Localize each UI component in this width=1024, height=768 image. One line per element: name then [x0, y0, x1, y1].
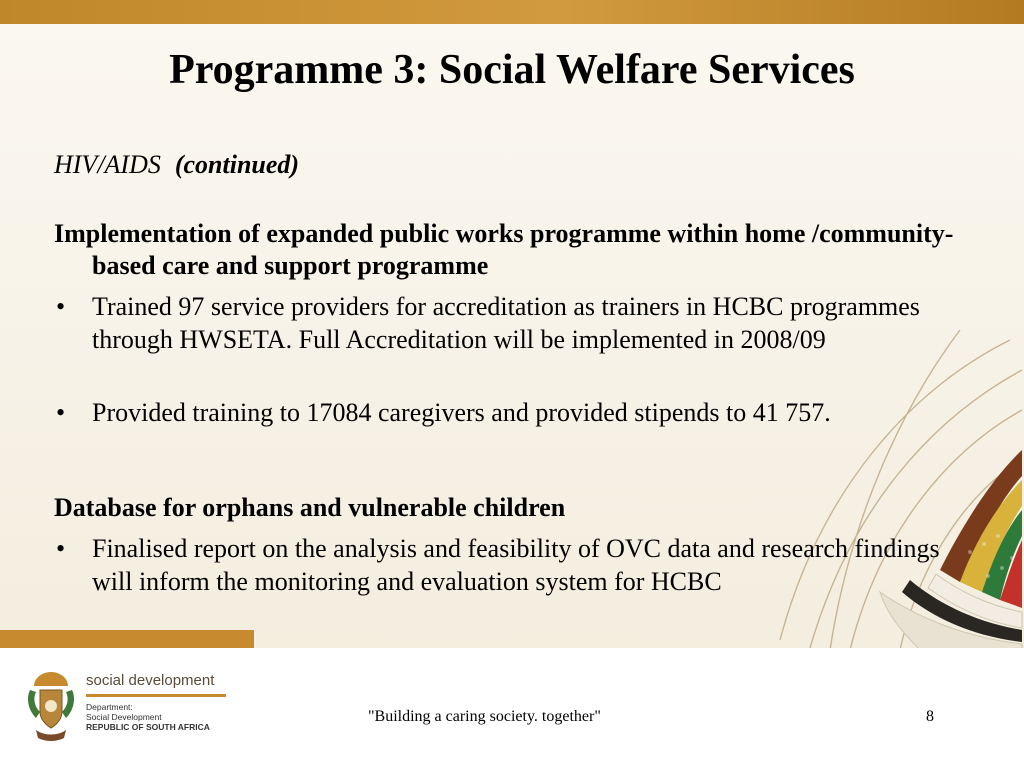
- slide-subtitle: [54, 148, 299, 182]
- footer-motto: "Building a caring society. together": [368, 708, 601, 725]
- bullet-symbol: •: [56, 534, 66, 563]
- subtitle-topic: HIV/AIDS: [54, 150, 161, 179]
- bullet-text: Provided training to 17084 caregivers and provided stipends to 41 757.: [92, 398, 831, 427]
- bullet-item: [54, 396, 974, 429]
- section-heading-ovc: Database for orphans and vulnerable children: [54, 493, 566, 522]
- beadwork-decoration-icon: [760, 330, 1024, 650]
- bullet-item: [54, 290, 974, 356]
- dept-line-1: Department:: [86, 702, 133, 712]
- department-logo: [24, 668, 224, 744]
- footer-accent-bar: [0, 630, 254, 648]
- bullet-text: Finalised report on the analysis and feasibility of OVC data and research findings will inform the monitoring and evaluation system for HCBC: [92, 534, 940, 596]
- brand-underline: [86, 694, 226, 697]
- bullet-item: [54, 532, 974, 598]
- bullet-text: Trained 97 service providers for accreditation as trainers in HCBC programmes through HWSETA. Full Accreditation will be implemented in 2008/09: [92, 292, 920, 354]
- bullet-symbol: •: [56, 398, 66, 427]
- section-heading-epwp: Implementation of expanded public works programme within home /community-based care and support programme: [54, 219, 954, 280]
- page-number: 8: [926, 708, 934, 725]
- brand-name: social development: [86, 672, 215, 689]
- bullet-symbol: •: [56, 292, 66, 321]
- dept-line-3: REPUBLIC OF SOUTH AFRICA: [86, 722, 210, 732]
- subtitle-continued: (continued): [174, 150, 300, 179]
- coat-of-arms-icon: [24, 668, 78, 744]
- top-accent-bar: [0, 0, 1024, 24]
- department-text: [86, 702, 210, 732]
- slide-title: Programme 3: Social Welfare Services: [169, 47, 855, 93]
- dept-line-2: Social Development: [86, 712, 162, 722]
